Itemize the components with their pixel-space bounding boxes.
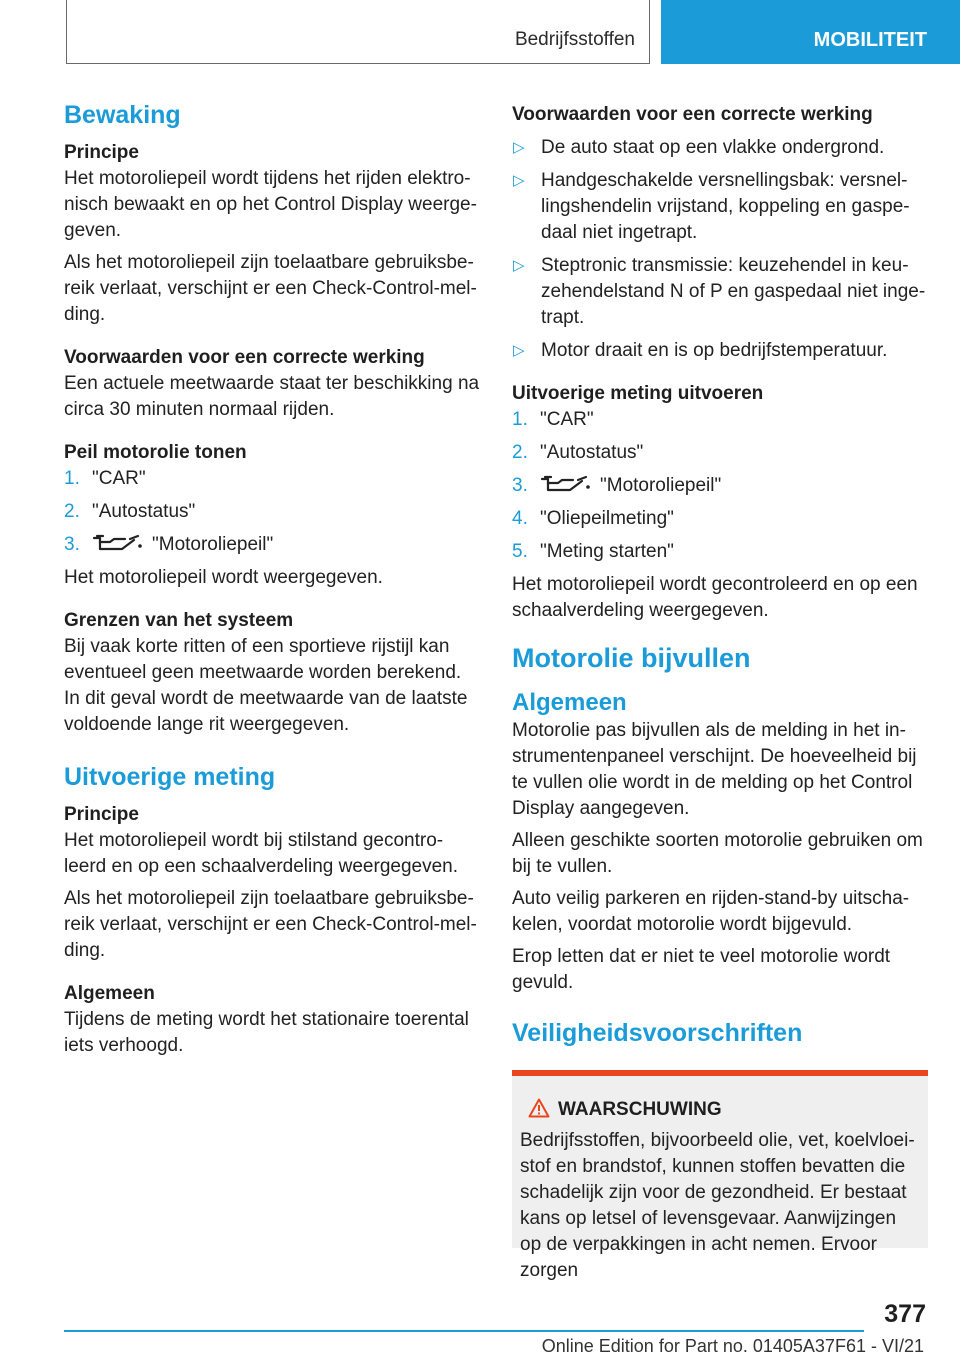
list-item: 3. "Motoroliepeil" bbox=[512, 473, 928, 499]
paragraph: Als het motoroliepeil zijn toelaatbare gebruiksbe-reik verlaat, verschijnt er een Check-Control-mel-ding. bbox=[64, 252, 477, 325]
step-number: 1. bbox=[64, 468, 80, 489]
list-item: 4. "Oliepeilmeting" bbox=[512, 506, 928, 532]
paragraph: Het motoroliepeil wordt tijdens het rijden elektro-nisch bewaakt en op het Control Display weerge-geven. bbox=[64, 168, 477, 241]
heading-veiligheidsvoorschriften: Veiligheidsvoorschriften bbox=[512, 1019, 803, 1047]
list-item: 3. "Motoroliepeil" bbox=[64, 532, 482, 558]
warning-box bbox=[512, 1070, 928, 1281]
subheading-grenzen: Grenzen van het systeem bbox=[64, 610, 294, 631]
heading-bewaking: Bewaking bbox=[64, 101, 181, 129]
paragraph: Als het motoroliepeil zijn toelaatbare gebruiksbe-reik verlaat, verschijnt er een Check-Control-mel-ding. bbox=[64, 888, 477, 961]
list-item: ▷ Motor draait en is op bedrijfstemperatuur. bbox=[512, 338, 928, 364]
chapter-title: MOBILITEIT bbox=[813, 29, 927, 51]
footer-edition: Online Edition for Part no. 01405A37F61 - VI/21 bbox=[541, 1336, 924, 1356]
page-number: 377 bbox=[884, 1300, 926, 1328]
step-number: 3. bbox=[512, 475, 528, 496]
paragraph: Tijdens de meting wordt het stationaire toerental iets verhoogd. bbox=[64, 1009, 469, 1056]
paragraph: Het motoroliepeil wordt weergegeven. bbox=[64, 567, 383, 588]
paragraph: Bij vaak korte ritten of een sportieve rijstijl kan eventueel geen meetwaarde worden berekend. In dit geval wordt de meetwaarde van de laatste voldoende lange rit weergegeven. bbox=[64, 636, 468, 735]
list-item: 1. "CAR" bbox=[64, 466, 482, 492]
step-number: 1. bbox=[512, 409, 528, 430]
section-title: Bedrijfsstoffen bbox=[514, 29, 635, 50]
list-item: 2. "Autostatus" bbox=[512, 440, 928, 466]
oil-can-icon bbox=[92, 532, 144, 554]
list-item: ▷ Handgeschakelde versnellingsbak: versnel-lingshendelin vrijstand, koppeling en gaspe-daal niet ingetrapt. bbox=[513, 170, 910, 243]
paragraph: Erop letten dat er niet te veel motorolie wordt gevuld. bbox=[512, 946, 891, 993]
bullet-triangle-icon: ▷ bbox=[513, 257, 525, 274]
bullet-triangle-icon: ▷ bbox=[513, 172, 525, 189]
conditions-list bbox=[512, 135, 928, 364]
steps-list bbox=[512, 407, 928, 565]
step-number: 5. bbox=[512, 541, 528, 562]
paragraph: Het motoroliepeil wordt bij stilstand gecontro-leerd en op een schaalverdeling weergegeven. bbox=[64, 830, 458, 877]
list-item: 2. "Autostatus" bbox=[64, 499, 482, 525]
paragraph: Het motoroliepeil wordt gecontroleerd en op een schaalverdeling weergegeven. bbox=[512, 574, 918, 621]
step-number: 4. bbox=[512, 508, 528, 529]
bullet-triangle-icon: ▷ bbox=[513, 342, 525, 359]
paragraph: Auto veilig parkeren en rijden-stand-by uitscha-kelen, voordat motorolie wordt bijgevuld. bbox=[512, 888, 910, 935]
step-number: 2. bbox=[64, 501, 80, 522]
header-chapter-tab bbox=[661, 0, 960, 64]
oil-can-icon bbox=[540, 473, 592, 495]
subheading-principe: Principe bbox=[64, 142, 139, 163]
heading-uitvoerige-meting: Uitvoerige meting bbox=[64, 763, 276, 791]
step-number: 3. bbox=[64, 534, 80, 555]
left-column bbox=[64, 100, 482, 1065]
bullet-triangle-icon: ▷ bbox=[513, 139, 525, 156]
header-section-tab bbox=[66, 0, 650, 64]
step-number: 2. bbox=[512, 442, 528, 463]
footer-divider bbox=[64, 1330, 864, 1332]
subheading-peil-tonen: Peil motorolie tonen bbox=[64, 442, 247, 463]
list-item: 5. "Meting starten" bbox=[512, 539, 928, 565]
right-column bbox=[512, 100, 928, 1281]
warning-text: Bedrijfsstoffen, bijvoorbeeld olie, vet, koelvloei-stof en brandstof, kunnen stoffen bevatten die schadelijk zijn voor de gezondheid. Er bestaat kans op letsel of levensgevaar. Aanwijzingen op de verpakkingen in acht nemen. Ervoor zorgen bbox=[520, 1130, 915, 1281]
subheading-principe: Principe bbox=[64, 804, 139, 825]
paragraph: Alleen geschikte soorten motorolie gebruiken om bij te vullen. bbox=[512, 830, 923, 877]
paragraph: Motorolie pas bijvullen als de melding in het in-strumentenpaneel verschijnt. De hoeveelheid bij te vullen olie wordt in de melding op het Control Display aangegeven. bbox=[512, 720, 917, 819]
list-item: ▷ Steptronic transmissie: keuzehendel in keu-zehendelstand N of P en gaspedaal niet inge-trapt. bbox=[513, 255, 926, 328]
heading-algemeen: Algemeen bbox=[512, 689, 627, 716]
subheading-algemeen: Algemeen bbox=[64, 983, 155, 1004]
list-item: 1. "CAR" bbox=[512, 407, 928, 433]
warning-triangle-icon bbox=[528, 1098, 550, 1118]
steps-list bbox=[64, 466, 482, 558]
subheading-voorwaarden: Voorwaarden voor een correcte werking bbox=[512, 104, 873, 125]
subheading-voorwaarden: Voorwaarden voor een correcte werking bbox=[64, 347, 425, 368]
paragraph: Een actuele meetwaarde staat ter beschikking na circa 30 minuten normaal rijden. bbox=[64, 373, 480, 420]
heading-motorolie-bijvullen: Motorolie bijvullen bbox=[512, 643, 751, 673]
subheading-uitvoeren: Uitvoerige meting uitvoeren bbox=[512, 383, 764, 404]
list-item: ▷ De auto staat op een vlakke ondergrond. bbox=[512, 135, 928, 161]
warning-title: WAARSCHUWING bbox=[520, 1098, 920, 1122]
